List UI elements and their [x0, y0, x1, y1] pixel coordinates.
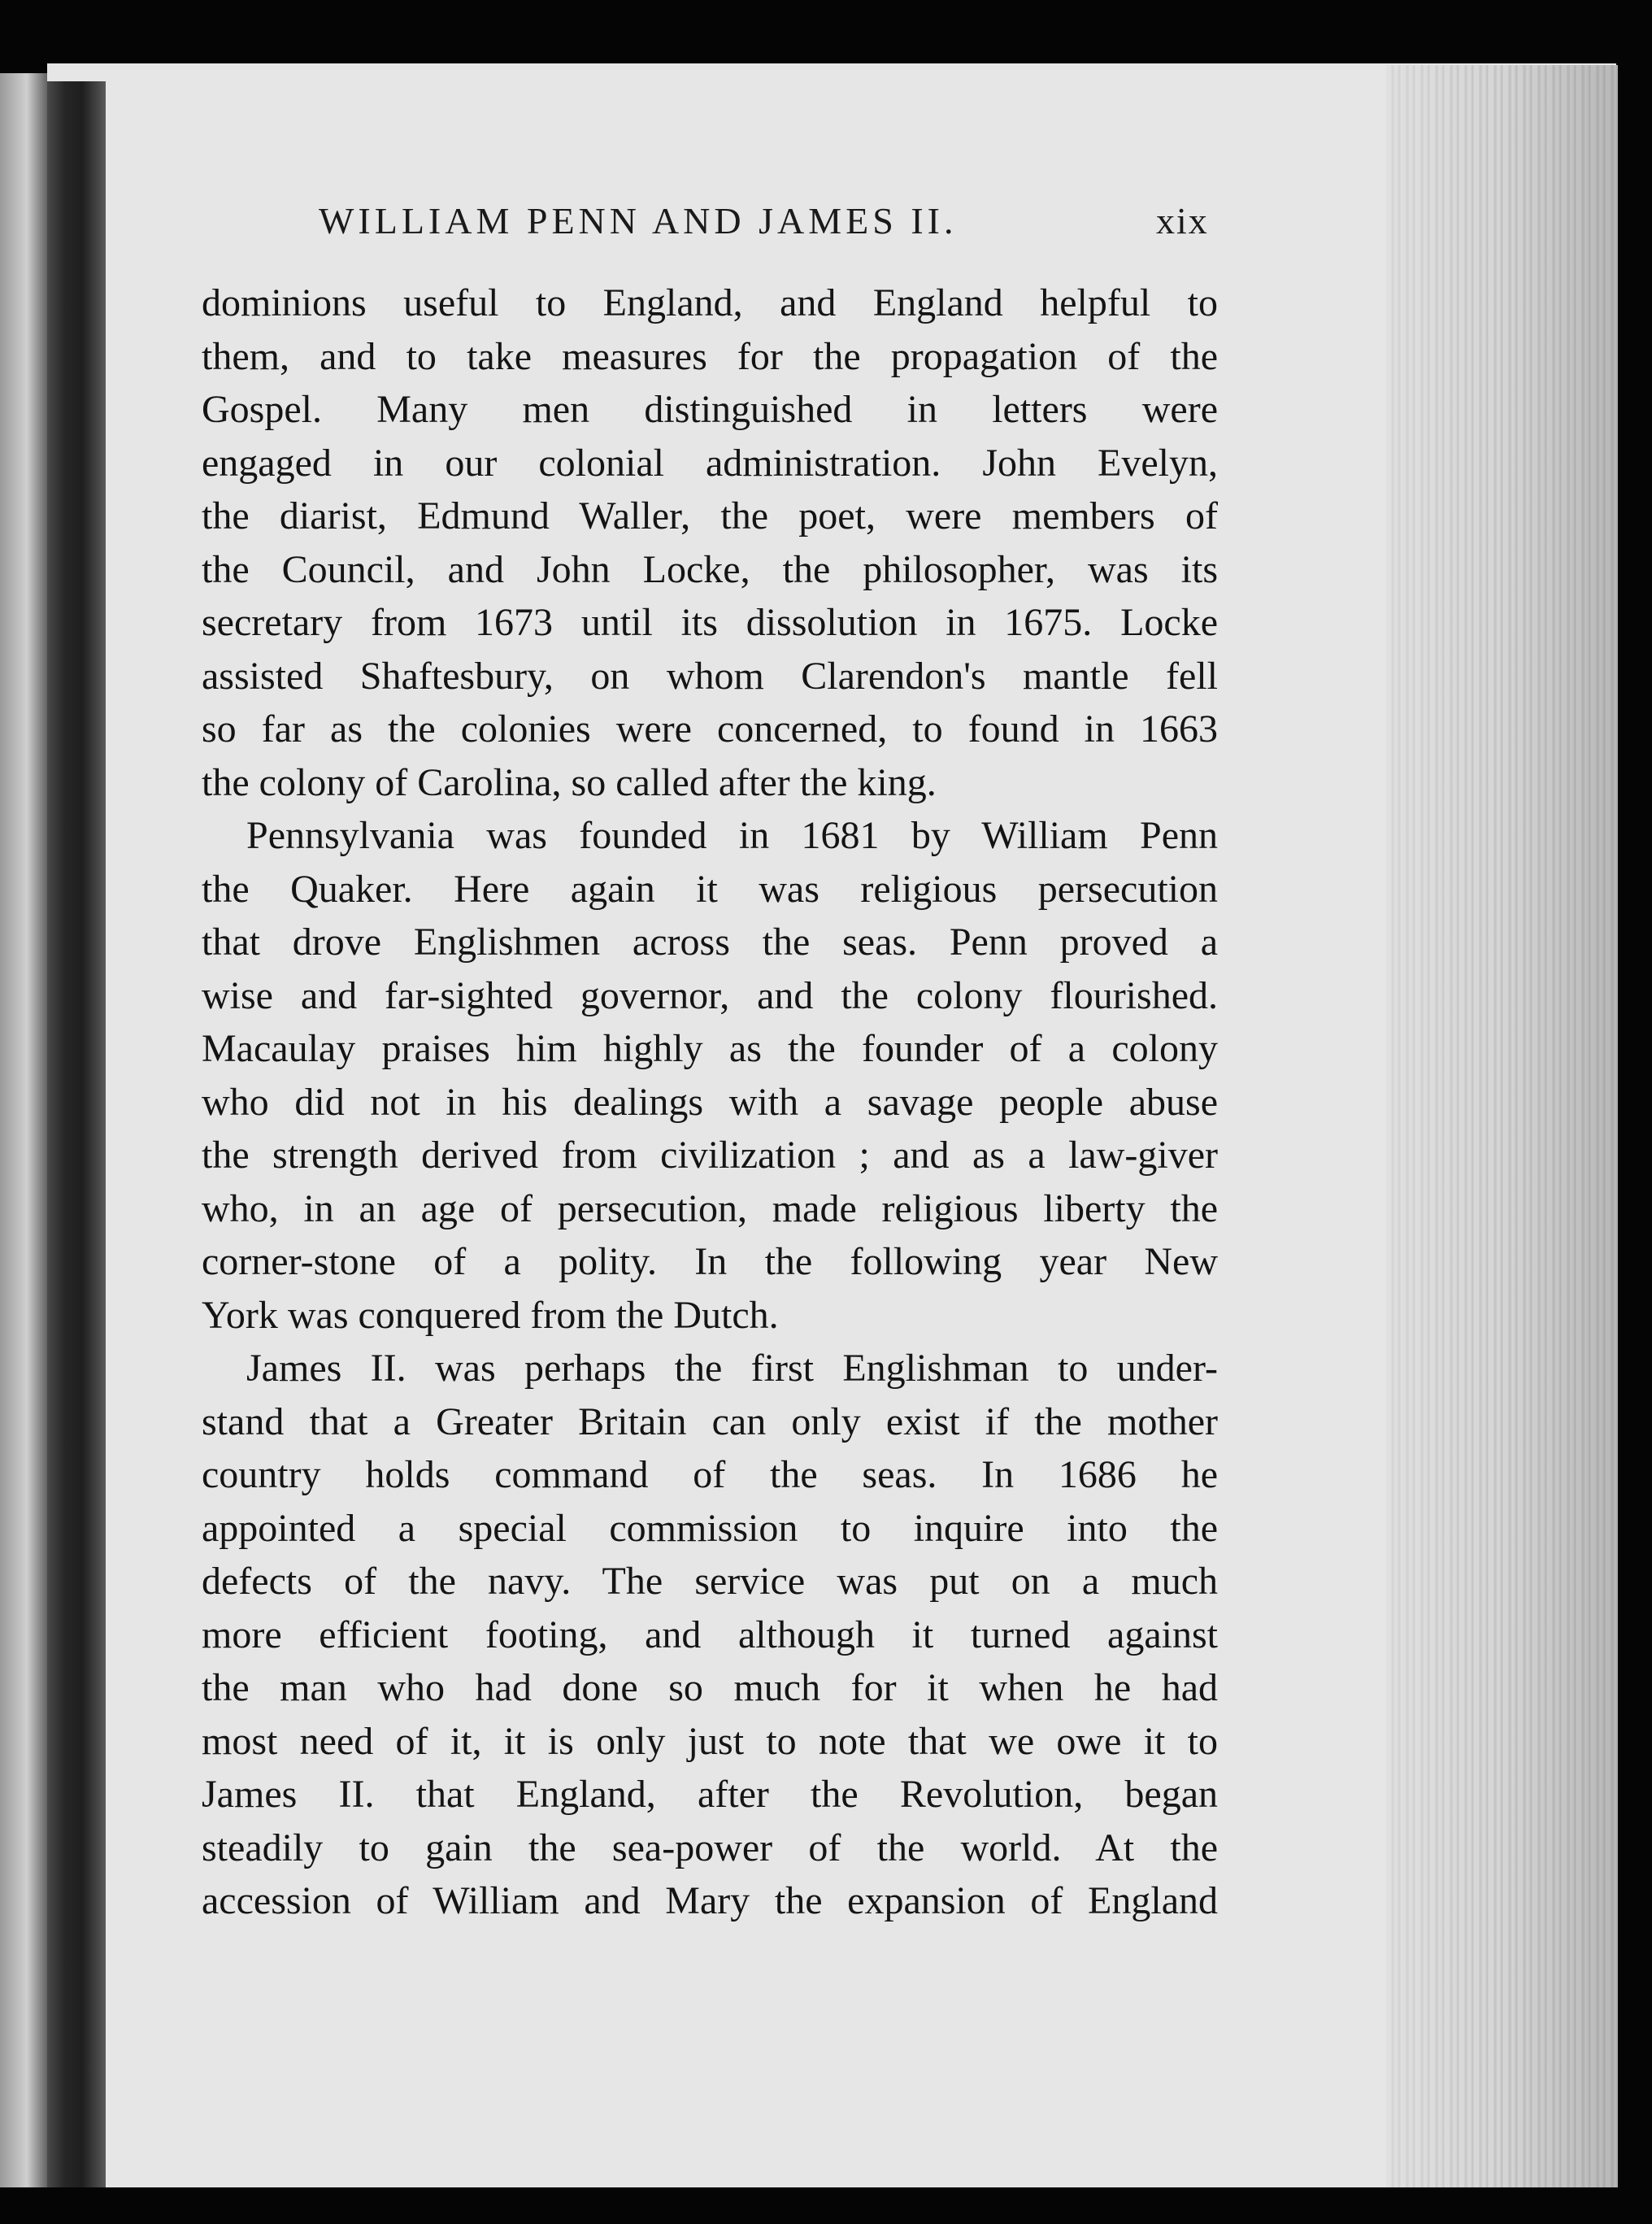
paragraph-first-line: Pennsylvania was founded in 1681 by William Penn [246, 814, 1218, 857]
text-line: assisted Shaftesbury, on whom Clarendon's mantle fell [202, 654, 1218, 698]
text-line: defects of the navy. The service was put on a much [202, 1560, 1218, 1603]
text-line: who, in an age of persecution, made religious liberty the [202, 1186, 1218, 1230]
paragraph-first-line: James II. was perhaps the first Englishman to under- [246, 1347, 1218, 1390]
gutter-shadow [47, 81, 106, 2187]
text-line: the Quaker. Here again it was religious persecution [202, 867, 1218, 911]
text-line: wise and far-sighted governor, and the colony flourished. [202, 973, 1218, 1017]
text-line: Macaulay praises him highly as the founder of a colony [202, 1027, 1218, 1070]
page-number: xix [1156, 200, 1209, 242]
text-line: stand that a Greater Britain can only exist if the mother [202, 1399, 1218, 1443]
text-line: dominions useful to England, and England helpful to [202, 281, 1218, 324]
page-fore-edge-shade [1386, 65, 1618, 2187]
text-line: secretary from 1673 until its dissolution in 1675. Locke [202, 601, 1218, 644]
text-line: appointed a special commission to inquire into the [202, 1506, 1218, 1550]
page-header [319, 199, 1213, 256]
text-line: corner-stone of a polity. In the following year New [202, 1240, 1218, 1283]
text-line: most need of it, it is only just to note that we owe it to [202, 1719, 1218, 1763]
running-head: WILLIAM PENN AND JAMES II. [319, 200, 958, 242]
text-line: Gospel. Many men distinguished in letters were [202, 388, 1218, 431]
text-line: accession of William and Mary the expansion of England [202, 1879, 1218, 1922]
body-text [202, 276, 1218, 1928]
text-line: James II. that England, after the Revolution, began [202, 1773, 1218, 1816]
text-line: more efficient footing, and although it turned against [202, 1613, 1218, 1656]
text-line: so far as the colonies were concerned, to found in 1663 [202, 707, 1218, 751]
text-line: steadily to gain the sea-power of the world. At the [202, 1826, 1218, 1869]
text-line: that drove Englishmen across the seas. Penn proved a [202, 921, 1218, 964]
text-line: York was conquered from the Dutch. [202, 1293, 779, 1337]
text-line: the Council, and John Locke, the philosopher, was its [202, 547, 1218, 591]
text-line: the man who had done so much for it when he had [202, 1666, 1218, 1709]
text-line: country holds command of the seas. In 1686 he [202, 1453, 1218, 1496]
text-line: the diarist, Edmund Waller, the poet, were members of [202, 494, 1218, 538]
facing-page-edge [0, 73, 49, 2187]
text-line: the colony of Carolina, so called after the king. [202, 760, 937, 804]
text-line: the strength derived from civilization ; and as a law-giver [202, 1134, 1218, 1177]
text-line: them, and to take measures for the propagation of the [202, 334, 1218, 378]
text-line: who did not in his dealings with a savage people abuse [202, 1080, 1218, 1124]
text-line: engaged in our colonial administration. John Evelyn, [202, 441, 1218, 485]
